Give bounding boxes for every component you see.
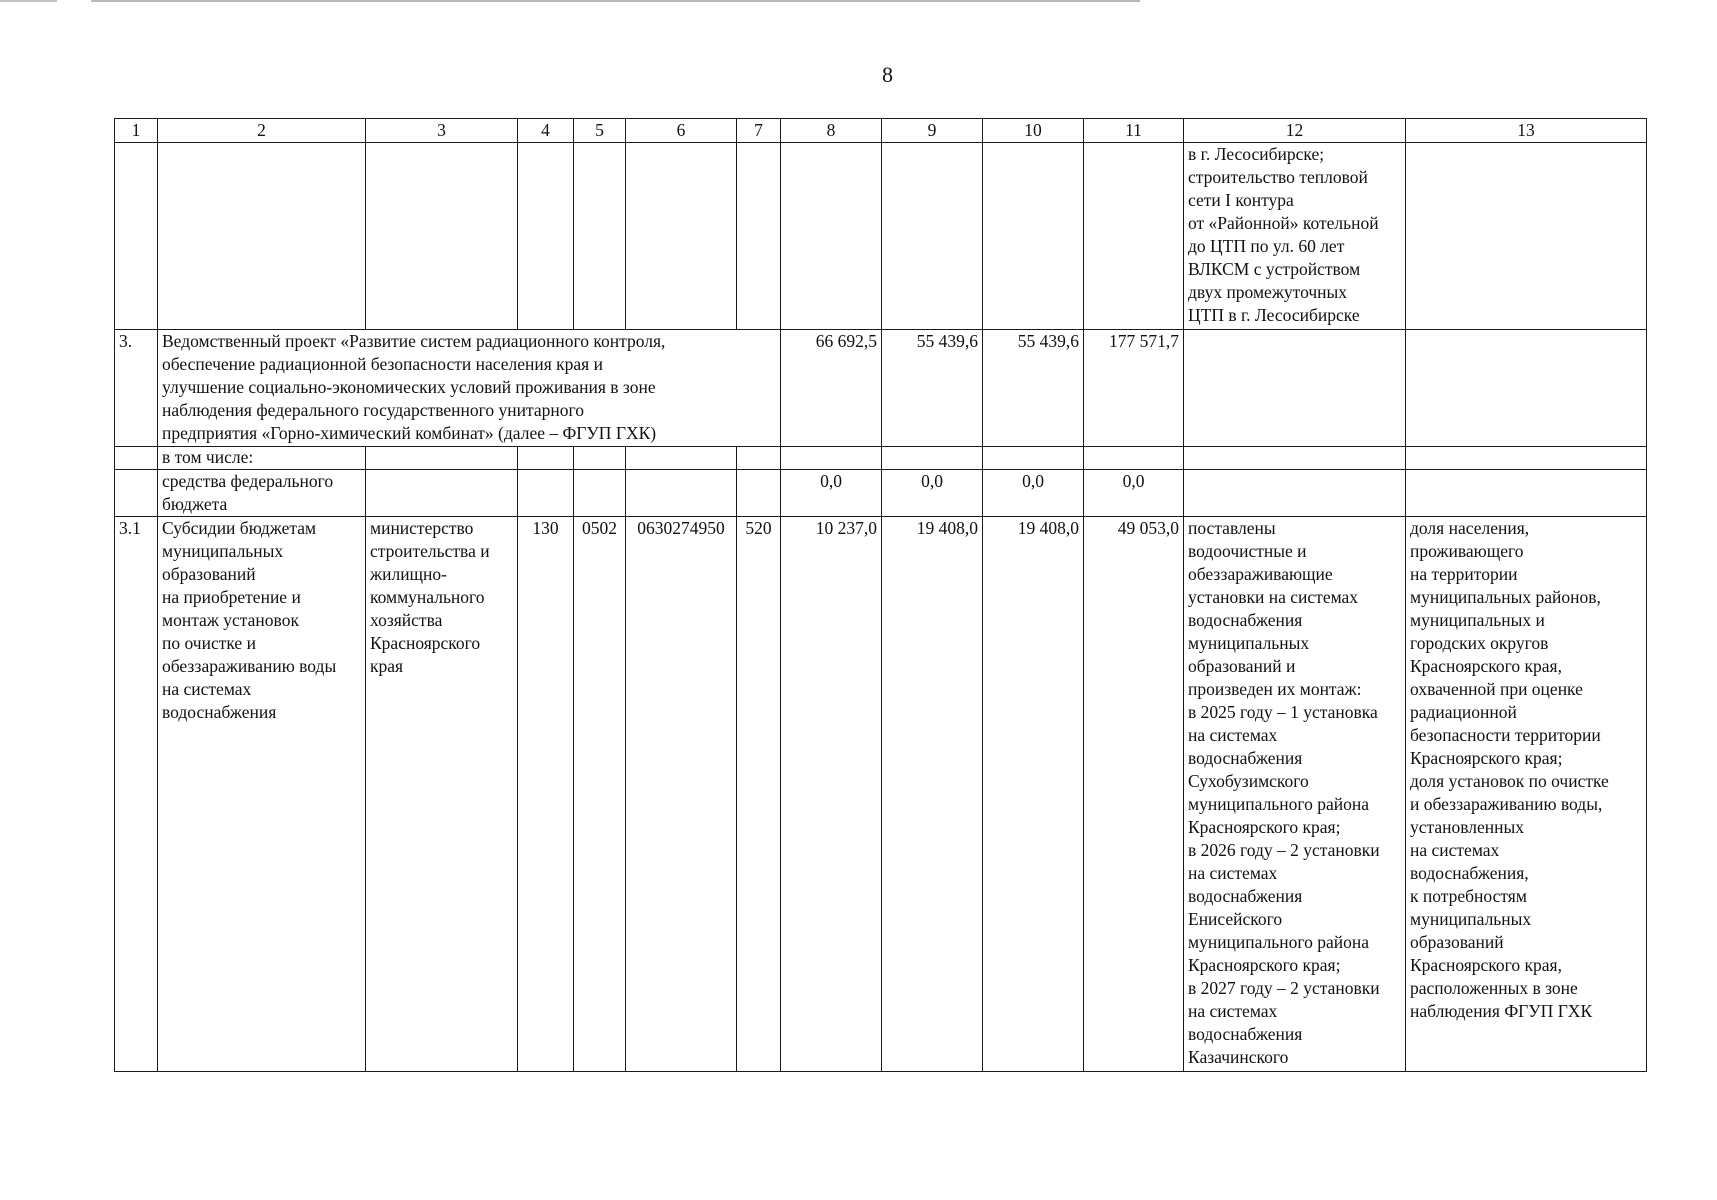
grbs-code-cell: 130 <box>518 517 574 1072</box>
amount-2027-cell: 0,0 <box>983 470 1084 517</box>
table-cell <box>626 447 737 470</box>
table-row-project-3 <box>115 330 1647 447</box>
table-cell <box>1406 447 1647 470</box>
column-header-6: 6 <box>626 119 737 143</box>
table-cell <box>518 143 574 330</box>
column-header-4: 4 <box>518 119 574 143</box>
table-cell <box>366 470 518 517</box>
column-header-8: 8 <box>781 119 882 143</box>
table-row-3-1 <box>115 517 1647 1072</box>
table-cell <box>626 470 737 517</box>
amount-2025-cell: 0,0 <box>781 470 882 517</box>
indicator-text-cell: доля населения, проживающего на территории муниципальных районов, муниципальных и городских округов Красноярского края, охваченной при оценке радиационной безопасности территории Красноярского края; доля установок по очистке и обеззараживанию воды, установленных на системах водоснабжения, к потребностям муниципальных образований Красноярского края, расположенных в зоне наблюдения ФГУП ГХК <box>1406 517 1647 1072</box>
column-header-3: 3 <box>366 119 518 143</box>
column-header-11: 11 <box>1084 119 1184 143</box>
table-cell <box>1184 470 1406 517</box>
table-row-continuation <box>115 143 1647 330</box>
table-row-federal-budget <box>115 470 1647 517</box>
amount-total-cell: 177 571,7 <box>1084 330 1184 447</box>
table-cell <box>574 143 626 330</box>
table-cell <box>737 447 781 470</box>
table-cell <box>1184 330 1406 447</box>
amount-total-cell: 0,0 <box>1084 470 1184 517</box>
amount-2027-cell: 55 439,6 <box>983 330 1084 447</box>
amount-2026-cell: 0,0 <box>882 470 983 517</box>
column-header-1: 1 <box>115 119 158 143</box>
table-cell <box>882 143 983 330</box>
table-cell <box>1406 470 1647 517</box>
result-text-cell: поставлены водоочистные и обеззараживающие установки на системах водоснабжения муниципальных образований и произведен их монтаж: в 2025 году – 1 установка на системах водоснабжения Сухобузимского муниципального района Красноярского края; в 2026 году – 2 установки на системах водоснабжения Енисейского муниципального района Красноярского края; в 2027 году – 2 установки на системах водоснабжения Казачинского <box>1184 517 1406 1072</box>
column-header-13: 13 <box>1406 119 1647 143</box>
table-cell <box>366 143 518 330</box>
table-cell <box>574 470 626 517</box>
column-header-12: 12 <box>1184 119 1406 143</box>
table-cell <box>737 143 781 330</box>
table-cell <box>882 447 983 470</box>
amount-2026-cell: 19 408,0 <box>882 517 983 1072</box>
column-header-7: 7 <box>737 119 781 143</box>
table-cell <box>1084 143 1184 330</box>
table-cell <box>1406 143 1647 330</box>
table-cell <box>115 143 158 330</box>
project-title-cell: Ведомственный проект «Развитие систем радиационного контроля, обеспечение радиационной безопасности населения края и улучшение социально-экономических условий проживания в зоне наблюдения федерального государственного унитарного предприятия «Горно-химический комбинат» (далее – ФГУП ГХК) <box>158 330 781 447</box>
scan-edge-line <box>0 0 1140 2</box>
expense-type-cell: 520 <box>737 517 781 1072</box>
amount-2026-cell: 55 439,6 <box>882 330 983 447</box>
budget-table <box>114 118 1647 1072</box>
table-cell <box>1084 447 1184 470</box>
table-cell <box>983 143 1084 330</box>
section-code-cell: 0502 <box>574 517 626 1072</box>
including-label-cell: в том числе: <box>158 447 366 470</box>
measure-name-cell: Субсидии бюджетам муниципальных образований на приобретение и монтаж установок по очистке и обеззараживанию воды на системах водоснабжения <box>158 517 366 1072</box>
table-cell <box>366 447 518 470</box>
column-header-9: 9 <box>882 119 983 143</box>
table-cell <box>781 447 882 470</box>
table-cell <box>518 447 574 470</box>
amount-2025-cell: 66 692,5 <box>781 330 882 447</box>
column-header-5: 5 <box>574 119 626 143</box>
table-cell <box>115 470 158 517</box>
row-number-cell: 3.1 <box>115 517 158 1072</box>
table-cell <box>115 447 158 470</box>
table-cell <box>518 470 574 517</box>
federal-budget-label-cell: средства федерального бюджета <box>158 470 366 517</box>
target-article-cell: 0630274950 <box>626 517 737 1072</box>
table-cell <box>1184 447 1406 470</box>
table-cell <box>737 470 781 517</box>
executor-cell: министерство строительства и жилищно- коммунального хозяйства Красноярского края <box>366 517 518 1072</box>
table-cell <box>1406 330 1647 447</box>
column-number-row <box>115 119 1647 143</box>
column-header-2: 2 <box>158 119 366 143</box>
table-cell <box>781 143 882 330</box>
table-cell <box>574 447 626 470</box>
table-cell <box>626 143 737 330</box>
page-number: 8 <box>882 62 893 87</box>
row-number-cell: 3. <box>115 330 158 447</box>
table-cell <box>158 143 366 330</box>
amount-total-cell: 49 053,0 <box>1084 517 1184 1072</box>
amount-2027-cell: 19 408,0 <box>983 517 1084 1072</box>
table-cell <box>983 447 1084 470</box>
result-text-cell: в г. Лесосибирске; строительство тепловой сети I контура от «Районной» котельной до ЦТП по ул. 60 лет ВЛКСМ с устройством двух промежуточных ЦТП в г. Лесосибирске <box>1184 143 1406 330</box>
table-row-including <box>115 447 1647 470</box>
column-header-10: 10 <box>983 119 1084 143</box>
amount-2025-cell: 10 237,0 <box>781 517 882 1072</box>
